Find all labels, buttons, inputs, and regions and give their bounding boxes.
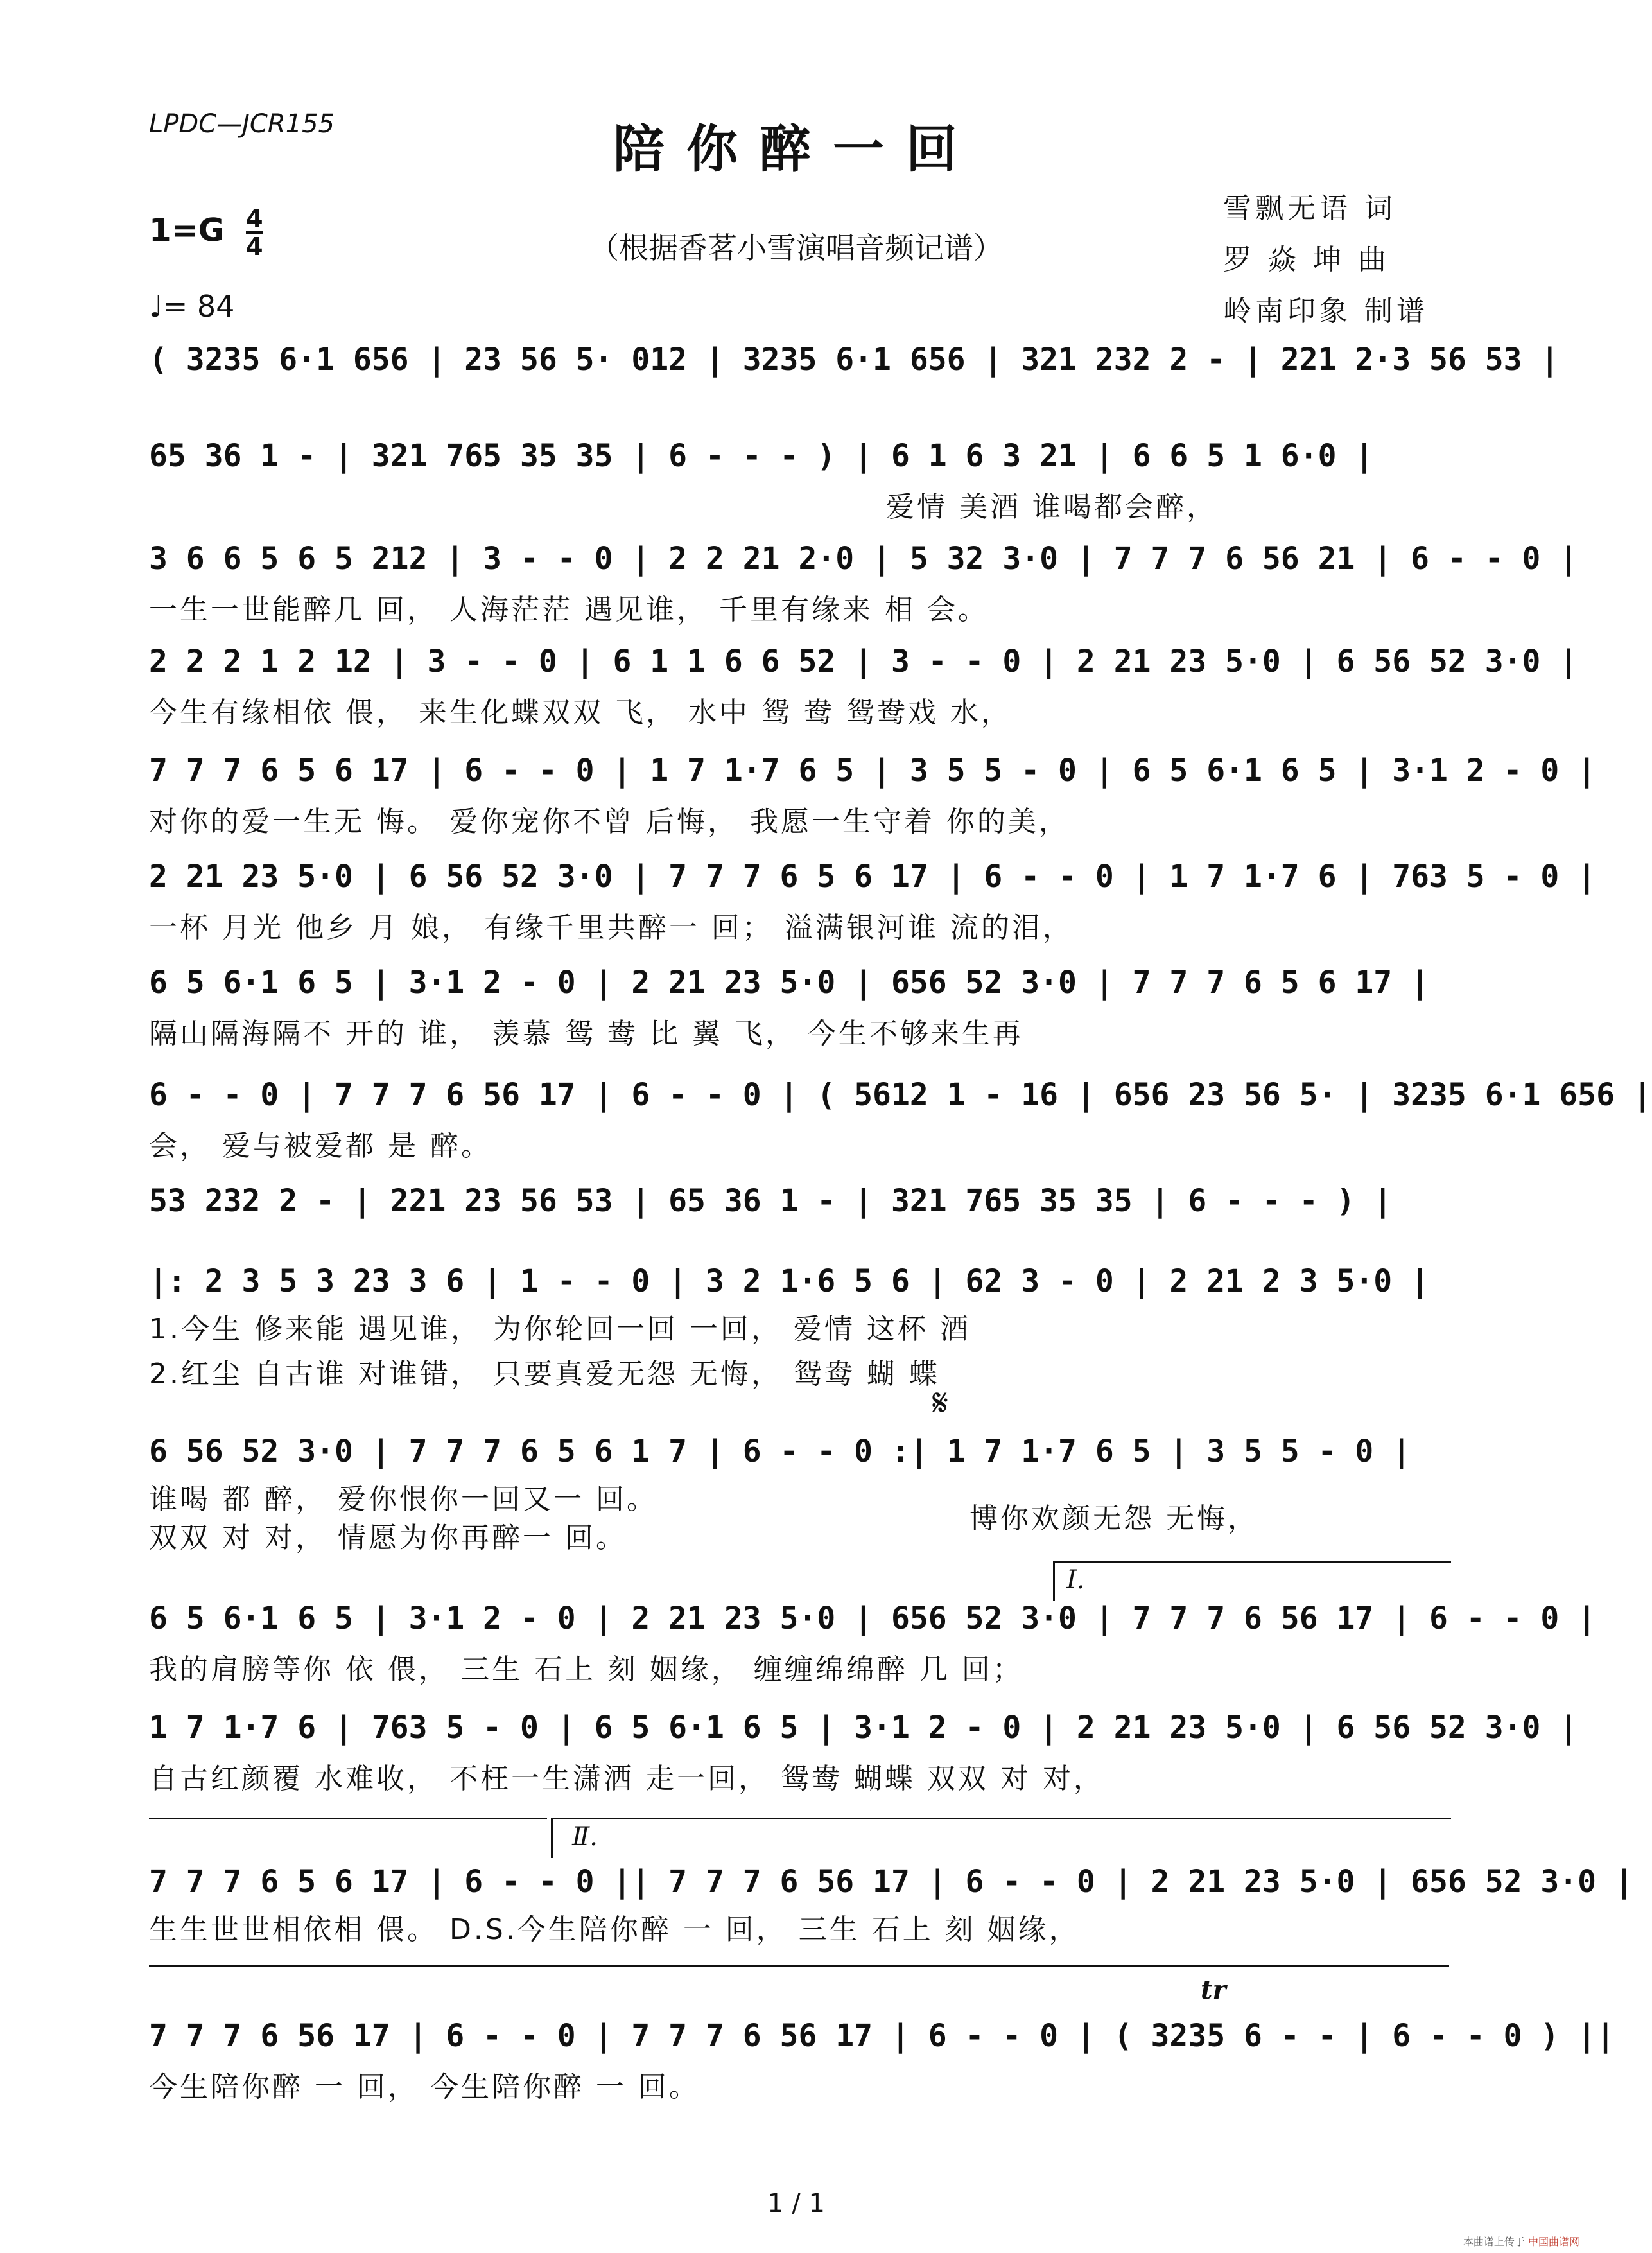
staff-line-11: 6 56 52 3·0 | 7 7 7 6 5 6 1 7 | 6 - - 0 :| 1 7 1·7 6 5 | 3 5 5 - 0 | (149, 1433, 1411, 1469)
page-number: 1 / 1 (767, 2189, 825, 2218)
staff-line-7: 6 5 6·1 6 5 | 3·1 2 - 0 | 2 21 23 5·0 | 656 52 3·0 | 7 7 7 6 5 6 17 | (149, 965, 1429, 1001)
staff-line-2: 65 36 1 - | 321 765 35 35 | 6 - - - ) | 6 1 6 3 21 | 6 6 5 1 6·0 | (149, 438, 1374, 474)
composer-credit: 罗 焱 坤 曲 (1223, 243, 1390, 276)
site-logo: 中国曲谱网 (1527, 2236, 1579, 2248)
footer-upload-text: 本曲谱上传于 (1463, 2236, 1525, 2248)
tempo-marking: ♩= 84 (149, 289, 235, 324)
lyric-line: 自古红颜覆 水难收， 不枉一生潇洒 走一回， 鸳鸯 蝴蝶 双双 对 对， (149, 1762, 1104, 1795)
lyric-line: 爱情 美酒 谁喝都会醉， (886, 491, 1217, 523)
staff-line-9: 53 232 2 - | 221 23 56 53 | 65 36 1 - | 321 765 35 35 | 6 - - - ) | (149, 1183, 1393, 1219)
staff-line-6: 2 21 23 5·0 | 6 56 52 3·0 | 7 7 7 6 5 6 17 | 6 - - 0 | 1 7 1·7 6 | 763 5 - 0 | (149, 859, 1597, 895)
staff-line-14: 7 7 7 6 5 6 17 | 6 - - 0 || 7 7 7 6 56 17 | 6 - - 0 | 2 21 23 5·0 | 656 52 3·0 | (149, 1864, 1633, 1900)
staff-line-13: 1 7 1·7 6 | 763 5 - 0 | 6 5 6·1 6 5 | 3·1 2 - 0 | 2 21 23 5·0 | 6 56 52 3·0 | (149, 1710, 1578, 1746)
volta-line (149, 1965, 1449, 1967)
staff-line-12: 6 5 6·1 6 5 | 3·1 2 - 0 | 2 21 23 5·0 | 656 52 3·0 | 7 7 7 6 56 17 | 6 - - 0 | (149, 1600, 1597, 1636)
lyric-line: 双双 对 对， 情愿为你再醉一 回。 (149, 1521, 627, 1554)
time-numerator: 4 (246, 204, 263, 232)
song-title: 陪你醉一回 (613, 119, 979, 179)
footer-credit (1463, 2234, 1579, 2249)
lyric-line: 一生一世能醉几 回， 人海茫茫 遇见谁， 千里有缘来 相 会。 (149, 593, 989, 626)
lyricist-credit: 雪飘无语 词 (1223, 192, 1396, 225)
staff-line-1: ( 3235 6·1 656 | 23 56 5· 012 | 3235 6·1 656 | 321 232 2 - | 221 2·3 56 53 | (149, 342, 1560, 378)
staff-line-4: 2 2 2 1 2 12 | 3 - - 0 | 6 1 1 6 6 52 | 3 - - 0 | 2 21 23 5·0 | 6 56 52 3·0 | (149, 644, 1578, 679)
volta-label-2: Ⅱ. (572, 1822, 598, 1852)
segno-sign: 𝄋 (932, 1381, 948, 1425)
staff-line-5: 7 7 7 6 5 6 17 | 6 - - 0 | 1 7 1·7 6 5 | 3 5 5 - 0 | 6 5 6·1 6 5 | 3·1 2 - 0 | (149, 753, 1597, 789)
lyric-line: 谁喝 都 醉， 爱你恨你一回又一 回。 (149, 1483, 657, 1516)
staff-line-10: |: 2 3 5 3 23 3 6 | 1 - - 0 | 3 2 1·6 5 6 | 62 3 - 0 | 2 21 2 3 5·0 | (149, 1263, 1429, 1299)
trill-mark: tr (1201, 1975, 1226, 2005)
lyric-line: 1.今生 修来能 遇见谁， 为你轮回一回 一回， 爱情 这杯 酒 (149, 1313, 971, 1346)
lyric-line: 一杯 月光 他乡 月 娘， 有缘千里共醉一 回； 溢满银河谁 流的泪， (149, 911, 1074, 944)
lyric-line: 博你欢颜无怨 无悔， (969, 1502, 1258, 1535)
staff-line-8: 6 - - 0 | 7 7 7 6 56 17 | 6 - - 0 | ( 5612 1 - 16 | 656 23 56 5· | 3235 6·1 656 | (149, 1077, 1652, 1113)
lyric-line: 我的肩膀等你 依 偎， 三生 石上 刻 姻缘， 缠缠绵绵醉 几 回； (149, 1653, 1023, 1686)
lyric-line: 2.红尘 自古谁 对谁错， 只要真爱无怨 无悔， 鸳鸯 蝴 蝶 (149, 1358, 940, 1390)
lyric-line: 会， 爱与被爱都 是 醉。 (149, 1130, 492, 1162)
subtitle: （根据香茗小雪演唱音频记谱） (589, 231, 1003, 265)
time-denominator: 4 (246, 232, 263, 261)
key-label: 1=G (149, 211, 225, 249)
lyric-line: 今生陪你醉 一 回， 今生陪你醉 一 回。 (149, 2071, 700, 2103)
volta-label-1: Ⅰ. (1066, 1565, 1085, 1595)
lyric-line: 隔山隔海隔不 开的 谁， 羡慕 鸳 鸯 比 翼 飞， 今生不够来生再 (149, 1017, 1023, 1050)
lyric-line: 今生有缘相依 偎， 来生化蝶双双 飞， 水中 鸳 鸯 鸳鸯戏 水， (149, 696, 1012, 729)
lyric-line: 对你的爱一生无 悔。 爱你宠你不曾 后悔， 我愿一生守着 你的美， (149, 805, 1070, 838)
arranger-credit: 岭南印象 制谱 (1223, 295, 1429, 328)
credits (1223, 183, 1429, 337)
score-code: LPDC—JCR155 (149, 109, 335, 139)
volta-line (149, 1818, 547, 1819)
lyric-line: 生生世世相依相 偎。 D.S.今生陪你醉 一 回， 三生 石上 刻 姻缘， (149, 1913, 1080, 1946)
staff-line-3: 3 6 6 5 6 5 212 | 3 - - 0 | 2 2 21 2·0 | 5 32 3·0 | 7 7 7 6 56 21 | 6 - - 0 | (149, 541, 1578, 577)
staff-line-15: 7 7 7 6 56 17 | 6 - - 0 | 7 7 7 6 56 17 | 6 - - 0 | ( 3235 6 - - | 6 - - 0 ) || (149, 2018, 1615, 2054)
